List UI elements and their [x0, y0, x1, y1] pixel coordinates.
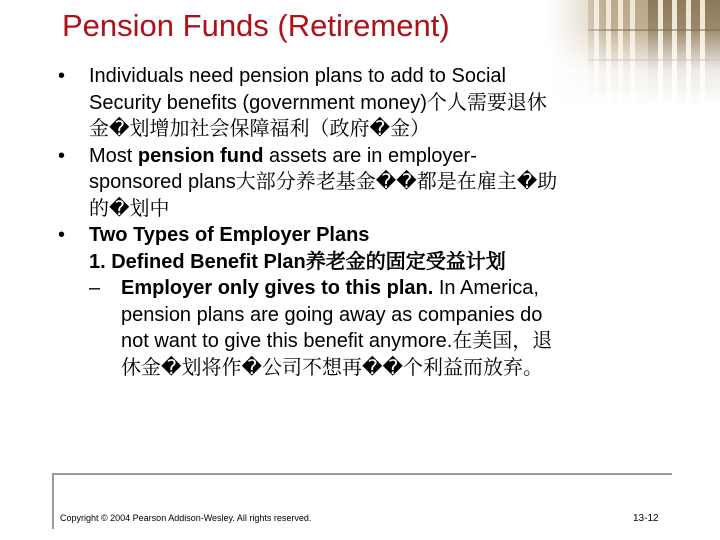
bullet-line: Security benefits (government money)个人需要退休 [89, 91, 547, 114]
bullet-marker: • [58, 224, 66, 246]
bullet-line: 的�划中 [89, 197, 170, 220]
bullet-line: 金�划增加社会保障福利（政府�金） [89, 118, 431, 140]
footer-divider [52, 473, 672, 475]
bullet-text: Most [89, 144, 138, 167]
sub-bullet-text: In America, [433, 277, 539, 299]
slide-title: Pension Funds (Retirement) [62, 8, 450, 43]
slide-number: 13-12 [633, 513, 659, 524]
bullet-marker: • [58, 65, 66, 87]
bullet-item [58, 63, 658, 143]
bullet-line: Individuals need pension plans to add to Social [89, 65, 506, 87]
bullet-marker: • [58, 144, 66, 167]
dash-marker: – [89, 277, 101, 299]
sub-heading: 1. Defined Benefit Plan养老金的固定受益计划 [89, 250, 506, 273]
sub-bullet-text-bold: Employer only gives to this plan. [121, 277, 434, 299]
bullet-item [58, 143, 658, 223]
bullet-line: sponsored plans大部分养老基金��都是在雇主�助 [89, 171, 558, 193]
slide-body [58, 63, 658, 381]
footer-divider-vertical [52, 473, 54, 529]
bullet-line [89, 143, 658, 170]
sub-bullet-line: not want to give this benefit anymore.在美国，退 [121, 330, 553, 352]
sub-bullet-item [58, 275, 658, 381]
sub-bullet-line: pension plans are going away as companies do [121, 303, 543, 326]
sub-bullet-line: 休金�划将作�公司不想再��个利益而放弃。 [121, 356, 544, 379]
bullet-text-bold: pension fund [137, 144, 264, 167]
bullet-heading: Two Types of Employer Plans [89, 224, 370, 246]
bullet-text: assets are in employer- [263, 144, 477, 167]
bullet-item [58, 222, 658, 249]
sub-bullet-line [121, 275, 658, 302]
copyright-notice: Copyright © 2004 Pearson Addison-Wesley. All rights reserved. [60, 513, 312, 523]
